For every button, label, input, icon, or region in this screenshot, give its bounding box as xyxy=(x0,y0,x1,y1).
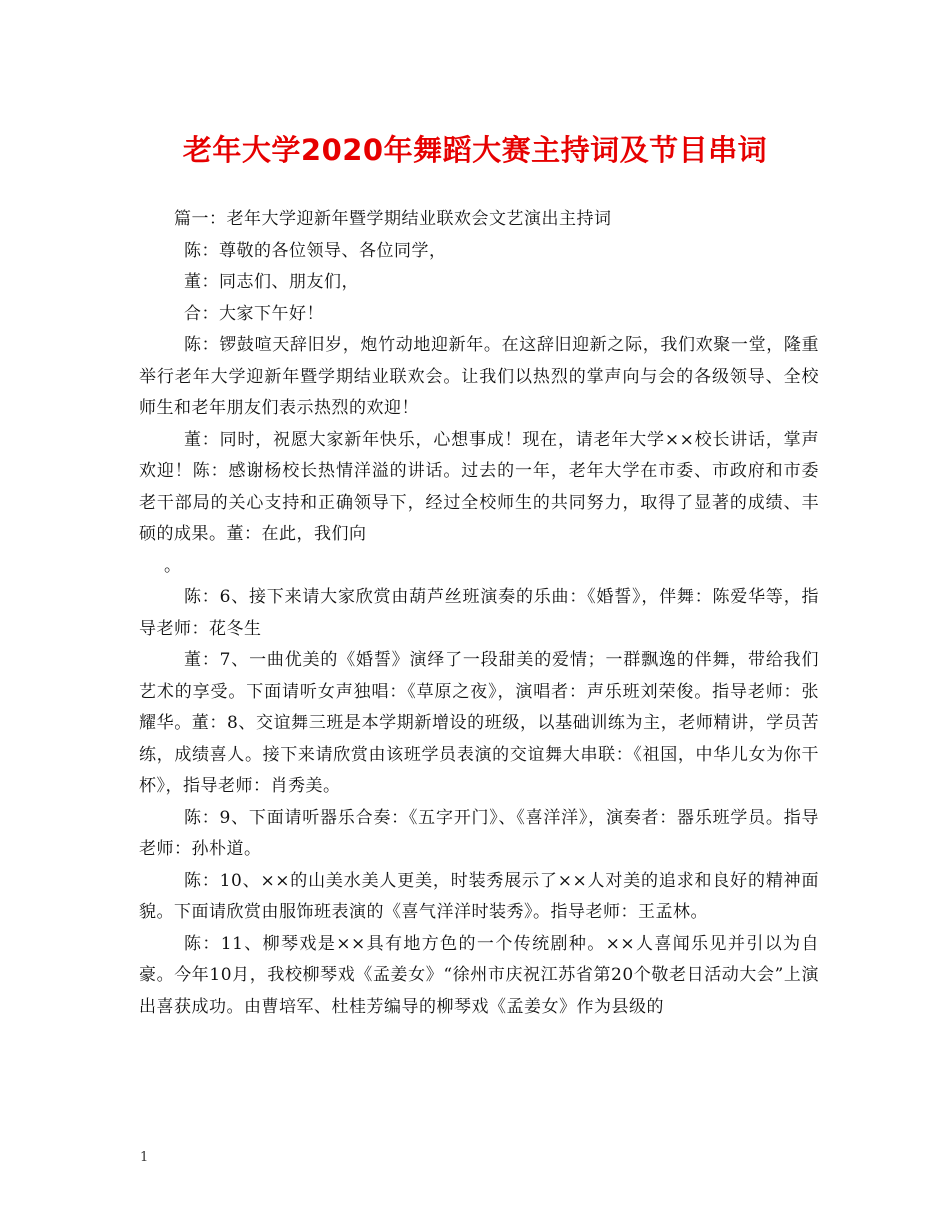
page-number: 1 xyxy=(140,1150,149,1165)
paragraph: 陈：6、接下来请大家欣赏由葫芦丝班演奏的乐曲：《婚誓》，伴舞：陈爱华等，指导老师：花冬生 xyxy=(139,587,819,639)
paragraph: 陈：9、下面请听器乐合奏：《五字开门》、《喜洋洋》，演奏者：器乐班学员。指导老师：孙朴道。 xyxy=(139,807,819,859)
document-title: 老年大学2020年舞蹈大赛主持词及节目串词 xyxy=(182,133,768,167)
paragraph: 陈：10、××的山美水美人更美，时装秀展示了××人对美的追求和良好的精神面貌。下面请欣赏由服饰班表演的《喜气洋洋时装秀》。指导老师：王孟林。 xyxy=(139,870,819,922)
paragraph: 合：大家下午好！ xyxy=(184,303,324,324)
paragraph: 董：7、一曲优美的《婚誓》演绎了一段甜美的爱情；一群飘逸的伴舞，带给我们艺术的享受。下面请听女声独唱：《草原之夜》，演唱者：声乐班刘荣俊。指导老师：张耀华。董：8、交谊舞三班是本学期新增设的班级，以基础训练为主，老师精讲，学员苦练，成绩喜人。接下来请欣赏由该班学员表演的交谊舞大串联：《祖国，中华儿女为你干杯》，指导老师：肖秀美。 xyxy=(139,650,819,796)
document-body xyxy=(139,204,819,1023)
paragraph: 董：同时，祝愿大家新年快乐，心想事成！现在，请老年大学××校长讲话，掌声欢迎！陈：感谢杨校长热情洋溢的讲话。过去的一年，老年大学在市委、市政府和市委老干部局的关心支持和正确领导下，经过全校师生的共同努力，取得了显著的成绩、丰硕的成果。董：在此，我们向 xyxy=(139,429,819,544)
paragraph: 董：同志们、朋友们， xyxy=(184,272,359,292)
paragraph: 陈：11、柳琴戏是××具有地方色的一个传统剧种。××人喜闻乐见并引以为自豪。今年10月，我校柳琴戏《孟姜女》“徐州市庆祝江苏省第20个敬老日活动大会”上演出喜获成功。由曹培军、杜桂芳编导的柳琴戏《孟姜女》作为县级的 xyxy=(139,933,819,1017)
section-heading: 篇一：老年大学迎新年暨学期结业联欢会文艺演出主持词 xyxy=(174,209,612,229)
paragraph: 陈：尊敬的各位领导、各位同学， xyxy=(184,240,447,261)
paragraph: 陈：锣鼓喧天辞旧岁，炮竹动地迎新年。在这辞旧迎新之际，我们欢聚一堂，隆重举行老年大学迎新年暨学期结业联欢会。让我们以热烈的掌声向与会的各级领导、全校师生和老年朋友们表示热烈的欢迎！ xyxy=(139,335,819,418)
paragraph: 。 xyxy=(164,555,182,576)
